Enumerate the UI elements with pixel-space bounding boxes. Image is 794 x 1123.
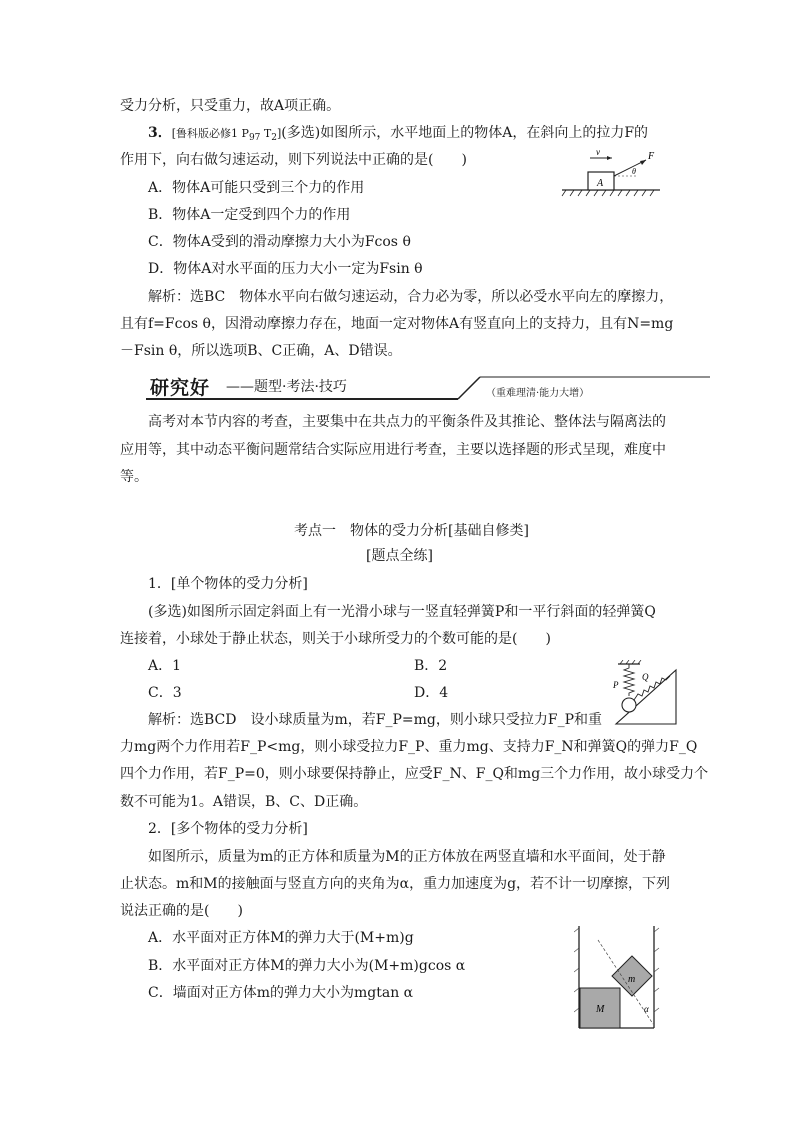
q3-solution-line2: 且有f=Fcos θ，因滑动摩擦力存在，地面一定对物体A有竖直向上的支持力，且有N=mg [120,316,674,332]
q3-solution-line1: 解析：选BC 物体水平向右做匀速运动，合力必为零，所以必受水平向左的摩擦力， [148,289,674,305]
svg-text:v: v [596,147,600,157]
q1-solution-line3: 四个力作用，若F_P=0，则小球要保持静止，应受F_N、F_Q和mg三个力作用，故小球受力个 [120,766,709,782]
svg-text:m: m [628,974,636,985]
q3-option-d: D．物体A对水平面的压力大小一定为Fsin θ [148,261,423,277]
svg-text:α: α [644,1004,649,1014]
overview-line1: 高考对本节内容的考查，主要集中在共点力的平衡条件及其推论、整体法与隔离法的 [148,414,666,430]
q2-title: 2．[多个物体的受力分析] [148,821,308,837]
q1-incline-figure [604,660,680,726]
q2-option-b: B．水平面对正方体M的弹力大小为(M+m)gcos α [148,958,466,974]
q1-title: 1．[单个物体的受力分析] [148,576,308,592]
q2-stem-line1: 如图所示，质量为m的正方体和质量为M的正方体放在两竖直墙和水平面间，处于静 [148,849,666,865]
q3-block-figure [560,146,670,202]
q3-solution-line3: －Fsin θ，所以选项B、C正确，A、D错误。 [120,343,402,359]
q1-stem-line2: 连接着，小球处于静止状态，则关于小球所受力的个数可能的是( ) [120,631,551,647]
banner-subtitle: ——题型·考法·技巧 [226,379,347,395]
section-heading: 考点一 物体的受力分析[基础自修类] [294,523,529,539]
svg-text:θ: θ [632,167,636,176]
q1-stem-line1: (多选)如图所示固定斜面上有一光滑小球与一竖直轻弹簧P和一平行斜面的轻弹簧Q [148,604,656,620]
intro-line: 受力分析，只受重力，故A项正确。 [120,98,341,114]
q3-option-c: C．物体A受到的滑动摩擦力大小为Fcos θ [148,234,411,250]
svg-text:A: A [597,178,604,189]
q1-solution-line4: 数不可能为1。A错误，B、C、D正确。 [120,794,368,810]
svg-text:M: M [596,1004,605,1015]
q1-option-d: D．4 [414,685,449,701]
q3-number: 3． [148,125,172,141]
q2-option-a: A．水平面对正方体M的弹力大于(M+m)g [148,930,414,946]
q2-option-c: C．墙面对正方体m的弹力大小为mgtan α [148,985,414,1001]
q3-option-b: B．物体A一定受到四个力的作用 [148,207,351,223]
q1-option-b: B．2 [414,658,448,674]
q3-option-a: A．物体A可能只受到三个力的作用 [148,180,365,196]
q1-option-a: A．1 [148,658,182,674]
q2-cubes-figure [574,922,660,1032]
q3-stem-text: (多选)如图所示，水平地面上的物体A，在斜向上的拉力F的 [281,125,649,141]
q1-solution-line2: 力mg两个力作用若F_P<mg，则小球受拉力F_P、重力mg、支持力F_N和弹簧Q的弹力F_Q [120,739,698,755]
q3-source-tag: [鲁科版必修1 $P_{97}$ $T_2$] [171,127,282,144]
overview-line3: 等。 [120,469,148,485]
svg-text:P: P [613,680,619,690]
overview-line2: 应用等，其中动态平衡问题常结合实际应用进行考查，主要以选择题的形式呈现，难度中 [120,442,666,458]
banner-right: （重难理清·能力大增） [486,388,590,399]
q2-stem-line3: 说法正确的是( ) [120,903,243,919]
section-subheading: [题点全练] [366,548,433,564]
q3-stem-line2: 作用下，向右做匀速运动，则下列说法中正确的是( ) [120,152,467,168]
q1-option-c: C．3 [148,685,182,701]
q1-solution-line1: 解析：选BCD 设小球质量为m，若F_P=mg，则小球只受拉力F_P和重 [148,712,602,728]
q2-stem-line2: 止状态。m和M的接触面与竖直方向的夹角为α，重力加速度为g，若不计一切摩擦，下列 [120,876,671,892]
q3-stem-line1 [148,123,648,148]
svg-text:F: F [648,151,655,162]
ball [622,698,636,712]
banner-title: 研究好 [150,377,211,399]
svg-text:Q: Q [642,672,649,682]
